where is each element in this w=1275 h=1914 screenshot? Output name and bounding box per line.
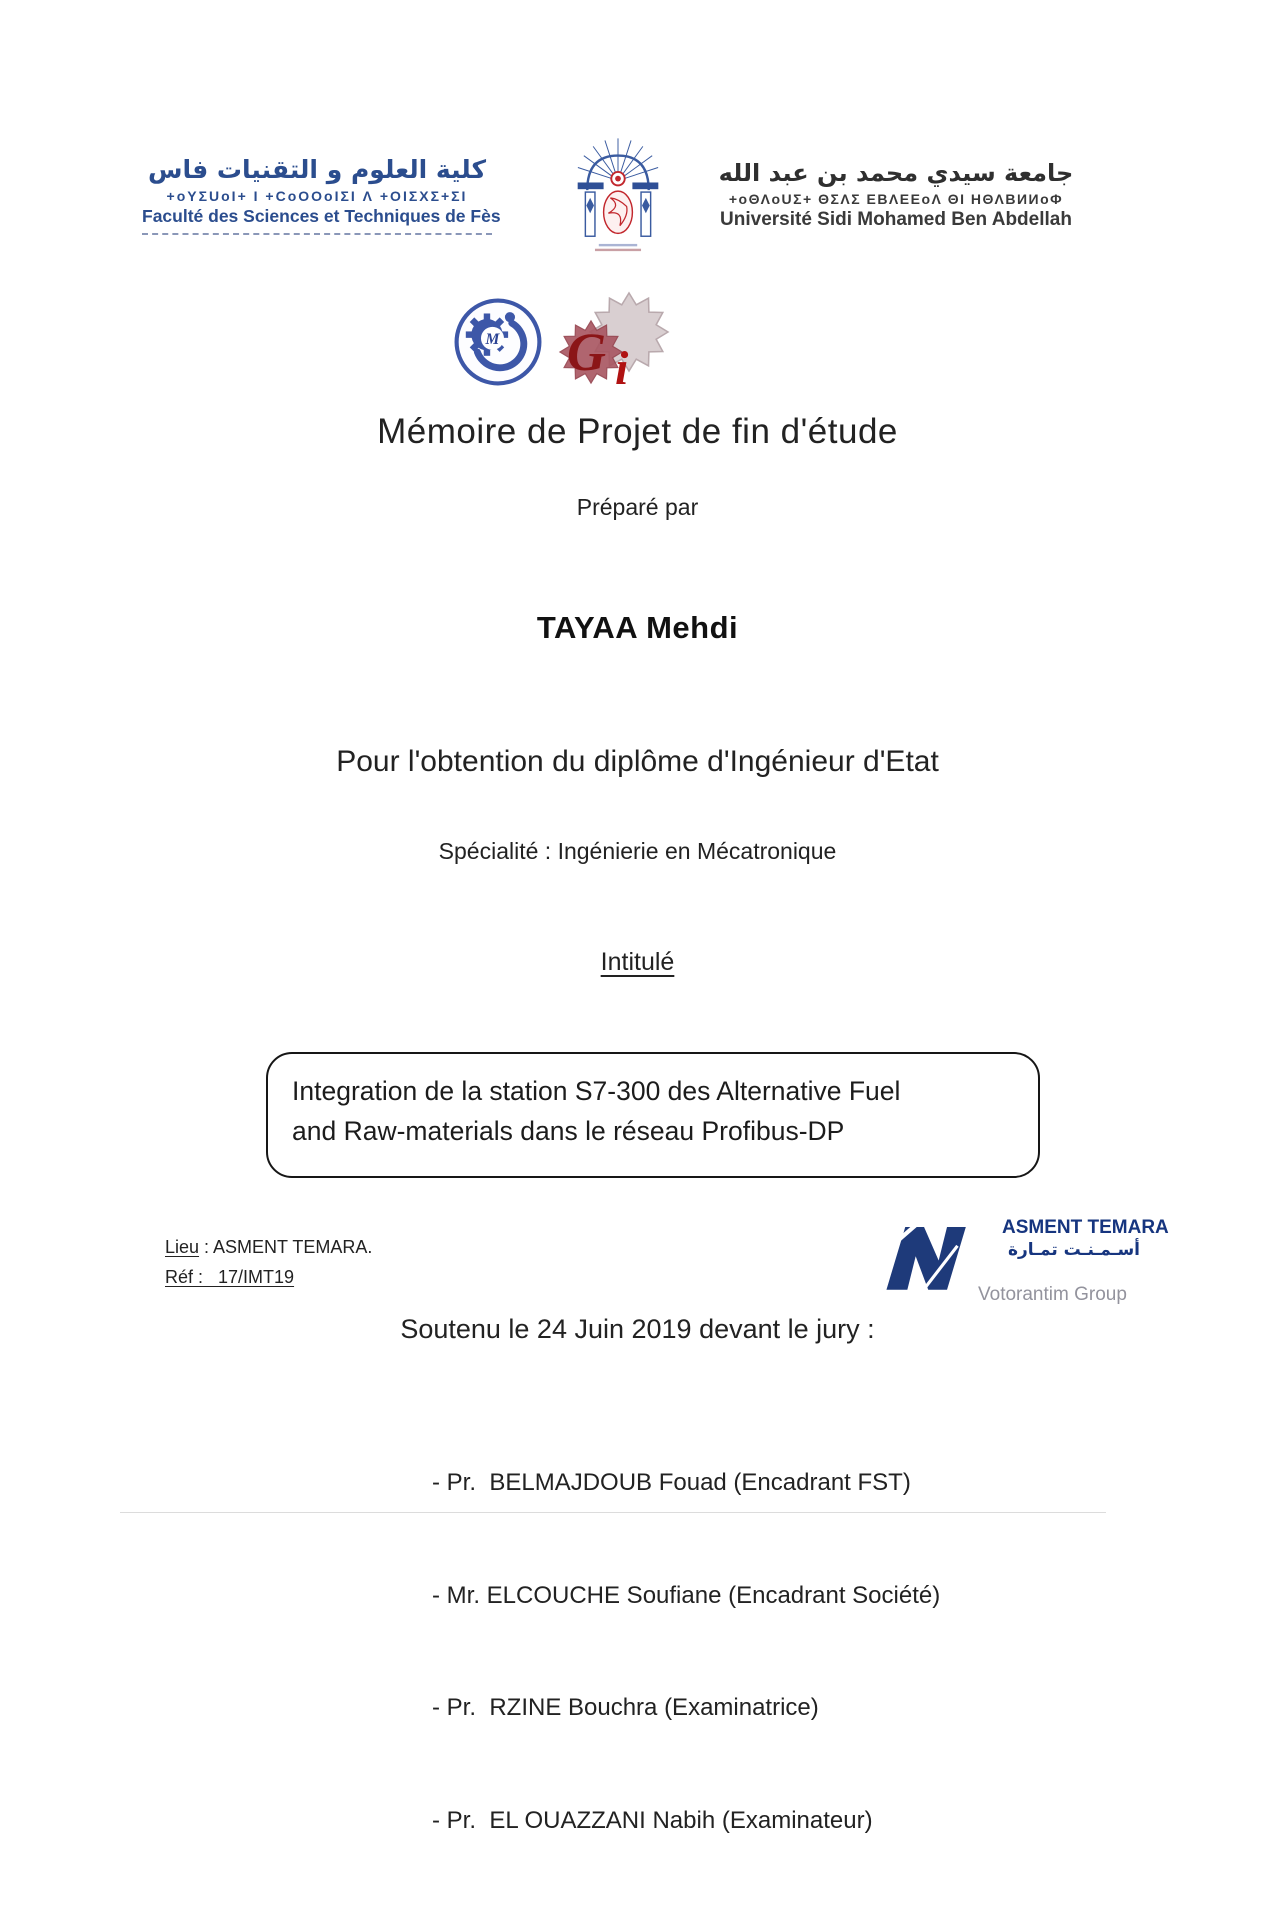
jury-member: - Mr. ELCOUCHE Soufiane (Encadrant Société) xyxy=(432,1581,941,1609)
specialty-line: Spécialité : Ingénierie en Mécatronique xyxy=(438,838,837,864)
prepared-by-label: Préparé par xyxy=(576,494,699,520)
project-title-line1: Integration de la station S7-300 des Alternative Fuel xyxy=(292,1076,901,1106)
svg-text:G: G xyxy=(567,322,606,382)
intitule-heading xyxy=(0,948,1275,977)
university-emblem-icon xyxy=(570,130,666,258)
diploma-line: Pour l'obtention du diplôme d'Ingénieur d'Etat xyxy=(336,745,939,778)
lieu-label: Lieu xyxy=(165,1237,200,1257)
jury-member: - Pr. BELMAJDOUB Fouad (Encadrant FST) xyxy=(432,1469,911,1496)
location-line xyxy=(165,1232,372,1262)
faculty-name-french: Faculté des Sciences et Techniques de Fès xyxy=(142,206,501,227)
intitule-underlined-text: Intitulé xyxy=(600,948,675,976)
svg-text:M: M xyxy=(485,330,500,348)
faculty-dashed-rule xyxy=(142,233,492,235)
university-name-tifinagh: +oΘΛoUΣ+ ΘΣΛΣ ΕΒΛΕΕoΛ ΘI ΗΘΛΒИИoΦ xyxy=(728,191,1064,207)
asment-temara-logo xyxy=(876,1208,970,1292)
faculty-name-arabic: كلية العلوم و التقنيات فاس xyxy=(147,155,487,184)
university-name-french: Université Sidi Mohamed Ben Abdellah xyxy=(720,209,1072,230)
jury-member: - Pr. EL OUAZZANI Nabih (Examinateur) xyxy=(432,1806,873,1834)
asment-temara-mark-icon xyxy=(876,1208,970,1292)
lieu-value: : ASMENT TEMARA. xyxy=(199,1237,373,1257)
company-name-arabic: أسـمـنـت تمـارة xyxy=(1007,1240,1140,1260)
author-name: TAYAA Mehdi xyxy=(536,610,739,645)
gi-starburst-icon xyxy=(553,292,675,394)
jury-list xyxy=(432,1389,940,1914)
company-group-name: Votorantim Group xyxy=(978,1284,1127,1305)
project-title-line2: and Raw-materials dans le réseau Profibus-DP xyxy=(292,1116,845,1147)
university-name-arabic: جامعة سيدي محمد بن عبد الله xyxy=(718,159,1074,187)
faculty-name-tifinagh: +oYΣUoI+ I +CoOOoIΣI Λ +OIΣXΣ+ΣI xyxy=(166,188,468,205)
university-emblem-logo xyxy=(570,130,666,258)
svg-text:i: i xyxy=(615,342,629,395)
project-title-box xyxy=(266,1052,1040,1178)
defense-intro-line: Soutenu le 24 Juin 2019 devant le jury : xyxy=(400,1314,875,1344)
gi-department-logo xyxy=(553,292,675,394)
mechatronics-logo xyxy=(452,296,544,388)
jury-member: - Pr. RZINE Bouchra (Examinatrice) xyxy=(432,1694,819,1721)
document-title: Mémoire de Projet de fin d'étude xyxy=(377,412,898,451)
university-header-block xyxy=(698,158,1094,231)
company-name: ASMENT TEMARA xyxy=(1002,1217,1169,1238)
reference-line: Réf : 17/IMT19 xyxy=(165,1267,295,1287)
faculty-header-block xyxy=(142,154,501,235)
location-block xyxy=(165,1232,372,1292)
mechatronics-gear-icon xyxy=(452,296,544,388)
